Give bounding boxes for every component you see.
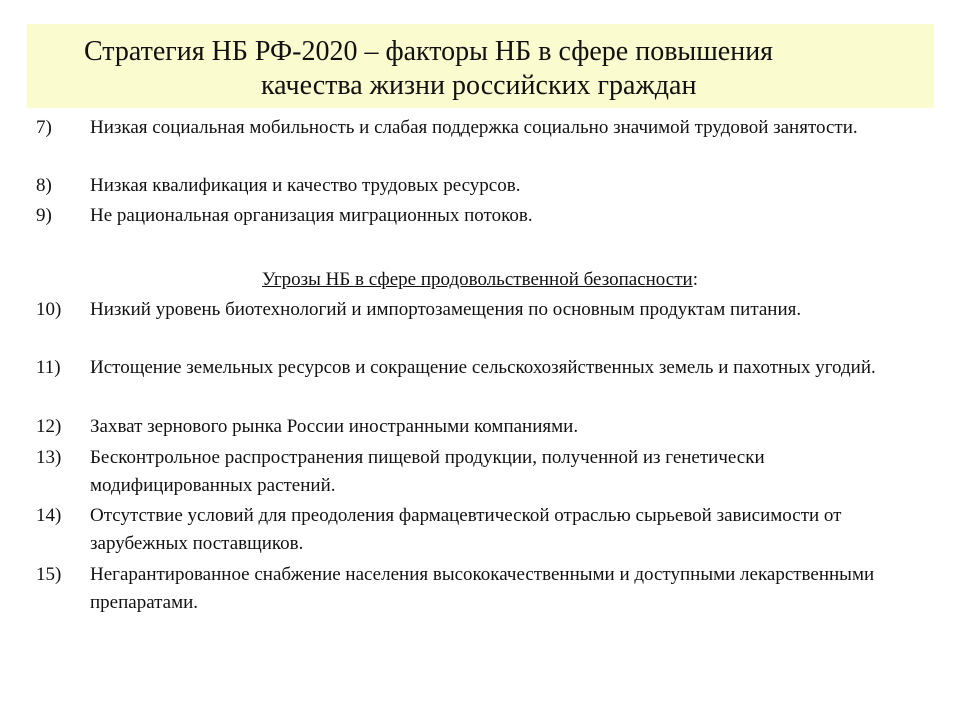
item-text: Истощение земельных ресурсов и сокращение сельскохозяйственных земель и пахотных угодий. <box>90 357 876 378</box>
item-number: 11) <box>36 357 61 378</box>
title-banner <box>27 24 934 108</box>
item-number: 8) <box>36 175 52 196</box>
item-text: Отсутствие условий для преодоления фармацевтической отраслью сырьевой зависимости от зарубежных поставщиков. <box>90 505 842 554</box>
item-number: 12) <box>36 416 62 437</box>
section-heading-text: Угрозы НБ в сфере продовольственной безопасности <box>262 269 693 290</box>
slide-title-line-2: качества жизни российских граждан <box>261 70 697 101</box>
item-text: Низкая социальная мобильность и слабая поддержка социально значимой трудовой занятости. <box>90 117 858 138</box>
item-number: 15) <box>36 564 62 585</box>
item-number: 9) <box>36 205 52 226</box>
item-number: 10) <box>36 299 62 320</box>
item-text: Бесконтрольное распространения пищевой продукции, полученной из генетически модифицированных растений. <box>90 447 765 496</box>
item-number: 7) <box>36 117 52 138</box>
section-heading-suffix: : <box>692 269 698 290</box>
item-text: Не рациональная организация миграционных потоков. <box>90 205 533 226</box>
item-text: Низкий уровень биотехнологий и импортозамещения по основным продуктам питания. <box>90 299 802 320</box>
item-text: Захват зернового рынка России иностранными компаниями. <box>90 416 579 437</box>
item-number: 13) <box>36 447 62 468</box>
item-text: Негарантированное снабжение населения высококачественными и доступными лекарственными препаратами. <box>90 564 875 613</box>
section-heading <box>0 266 960 294</box>
slide-title-line-1: Стратегия НБ РФ-2020 – факторы НБ в сфере повышения <box>84 36 774 67</box>
item-text: Низкая квалификация и качество трудовых ресурсов. <box>90 175 521 196</box>
item-number: 14) <box>36 505 62 526</box>
